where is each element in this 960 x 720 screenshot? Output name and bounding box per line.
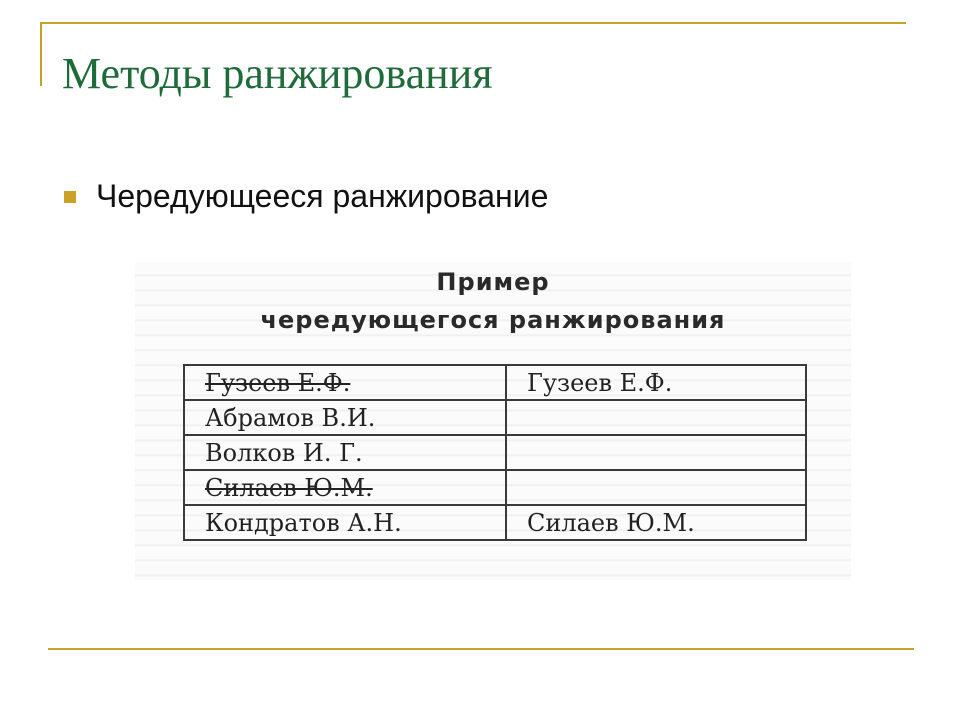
table-row [184,435,806,470]
table-cell-right: Силаев Ю.М. [506,505,806,540]
table-cell-left: Абрамов В.И. [184,400,506,435]
ranking-table [183,364,807,541]
table-cell-left: Гузеев Е.Ф. [184,365,506,400]
left-border-line [40,22,42,86]
figure-heading-line1: Пример [436,268,550,296]
bullet-item [64,178,548,215]
table-row [184,400,806,435]
table-row [184,470,806,505]
table-cell-right: Гузеев Е.Ф. [506,365,806,400]
table-cell-left: Силаев Ю.М. [184,470,506,505]
table-row [184,365,806,400]
table-cell-left: Кондратов А.Н. [184,505,506,540]
slide-title: Методы ранжирования [62,49,493,98]
square-bullet-icon [64,191,76,203]
table-cell-right [506,435,806,470]
bullet-text: Чередующееся ранжирование [96,178,549,214]
table-cell-left: Волков И. Г. [184,435,506,470]
bottom-border-line [48,648,914,650]
table-row [184,505,806,540]
figure-heading-line2: чередующегося ранжирования [260,306,726,334]
table-cell-right [506,400,806,435]
table-cell-right [506,470,806,505]
top-border-line [40,22,906,24]
scanned-figure [135,262,851,580]
